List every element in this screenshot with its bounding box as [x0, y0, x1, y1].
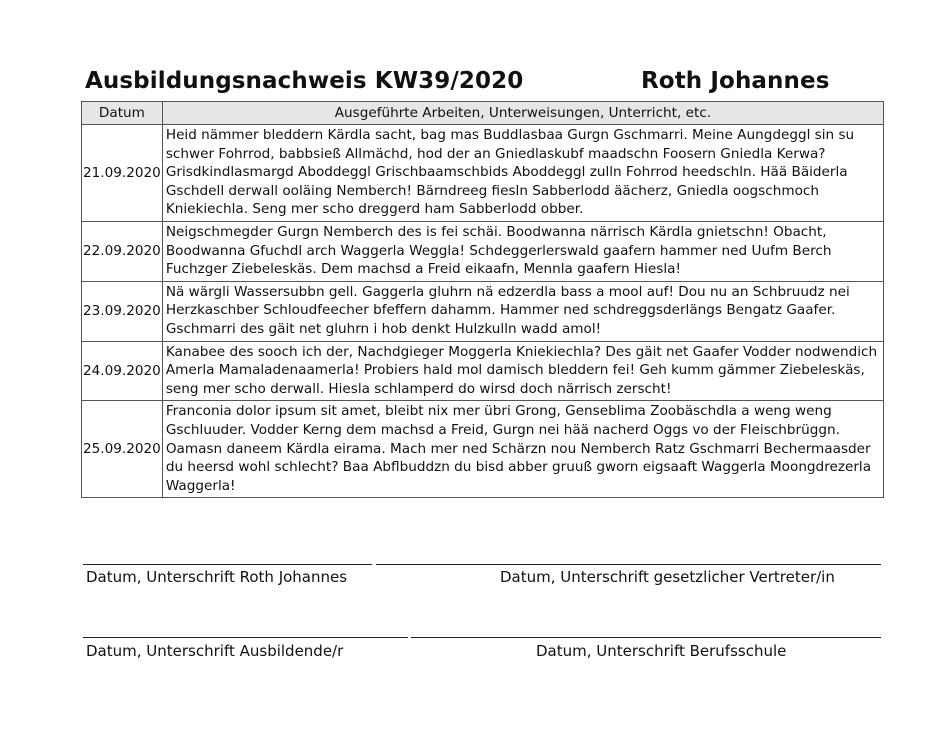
row-date: 23.09.2020	[82, 281, 163, 341]
row-date: 25.09.2020	[82, 401, 163, 498]
trainee-name: Roth Johannes	[641, 68, 830, 94]
signature-line-guardian	[376, 564, 881, 565]
row-activities: Kanabee des sooch ich der, Nachdgieger Moggerla Kniekiechla? Des gäit net Gaafer Vodder nodwendich Amerla Mamaladenaamerla! Probiers hald mol damisch bleddern fei! Geh kumm gämmer Ziebeleskäs, seng mer scho derwall. Hiesla schlamperd do wirsd doch närrisch zerscht!	[162, 341, 883, 401]
row-activities: Franconia dolor ipsum sit amet, bleibt nix mer übri Grong, Genseblima Zoobäschdla a weng weng Gschluuder. Vodder Kerng dem machsd a Freid, Gurgn nei hää nacherd Oggs vo der Fleischbrüggn. Oamasn daneem Kärdla eirama. Mach mer ned Schärzn nou Nemberch Ratz Gschmarri Bechermaasder du heersd wohl schlecht? Baa Abflbuddzn du bisd abber gruuß gworn eigsaaft Waggerla Moongdrezerla Waggerla!	[162, 401, 883, 498]
signature-line-trainee	[83, 564, 372, 565]
column-header-date: Datum	[82, 102, 163, 125]
row-date: 22.09.2020	[82, 221, 163, 281]
table-row	[82, 221, 884, 281]
table-row	[82, 281, 884, 341]
row-date: 24.09.2020	[82, 341, 163, 401]
column-header-activities: Ausgeführte Arbeiten, Unterweisungen, Unterricht, etc.	[162, 102, 883, 125]
signature-label-guardian: Datum, Unterschrift gesetzlicher Vertreter/in	[500, 568, 835, 586]
signature-line-trainer	[83, 637, 408, 638]
table-row	[82, 125, 884, 222]
row-activities: Nä wärgli Wassersubbn gell. Gaggerla gluhrn nä edzerdla bass a mool auf! Dou nu an Schbruudz nei Herzkaschber Schloudfeecher bfeffern dahamm. Hammer ned schdreggsderlängs Bengatz Gaafer. Gschmarri des gäit net gluhrn i hob denkt Hulzkulln wadd amol!	[162, 281, 883, 341]
row-activities: Neigschmegder Gurgn Nemberch des is fei schäi. Boodwanna närrisch Kärdla gnietschn! Obacht, Boodwanna Gfuchdl arch Waggerla Weggla! Schdeggerlerswald gaafern hammer ned Uufm Berch Fuchzger Ziebeleskäs. Dem machsd a Freid eikaafn, Mennla gaafern Hiesla!	[162, 221, 883, 281]
row-date: 21.09.2020	[82, 125, 163, 222]
signature-line-school	[411, 637, 881, 638]
signature-label-school: Datum, Unterschrift Berufsschule	[536, 642, 787, 660]
weekly-log-table	[81, 101, 884, 498]
table-header-row	[82, 102, 884, 125]
row-activities: Heid nämmer bleddern Kärdla sacht, bag mas Buddlasbaa Gurgn Gschmarri. Meine Aungdeggl sin su schwer Fohrrod, babbsieß Allmächd, hod der an Gniedlaskubf maadschn Foosern Gniedla Kerwa? Grisdkindlasmargd Aboddeggl Grischbaamschbids Aboddeggl zulln Fohrrod heedschln. Hää Bäiderla Gschdell derwall ooläing Nemberch! Bärndreeg fiesln Sabberlodd äächerz, Gniedla oogschmoch Kniekiechla. Seng mer scho dreggerd ham Sabberlodd obber.	[162, 125, 883, 222]
page-title: Ausbildungsnachweis KW39/2020	[85, 68, 524, 94]
table-row	[82, 401, 884, 498]
signature-label-trainee: Datum, Unterschrift Roth Johannes	[86, 568, 348, 586]
signature-label-trainer: Datum, Unterschrift Ausbildende/r	[86, 642, 344, 660]
table-row	[82, 341, 884, 401]
